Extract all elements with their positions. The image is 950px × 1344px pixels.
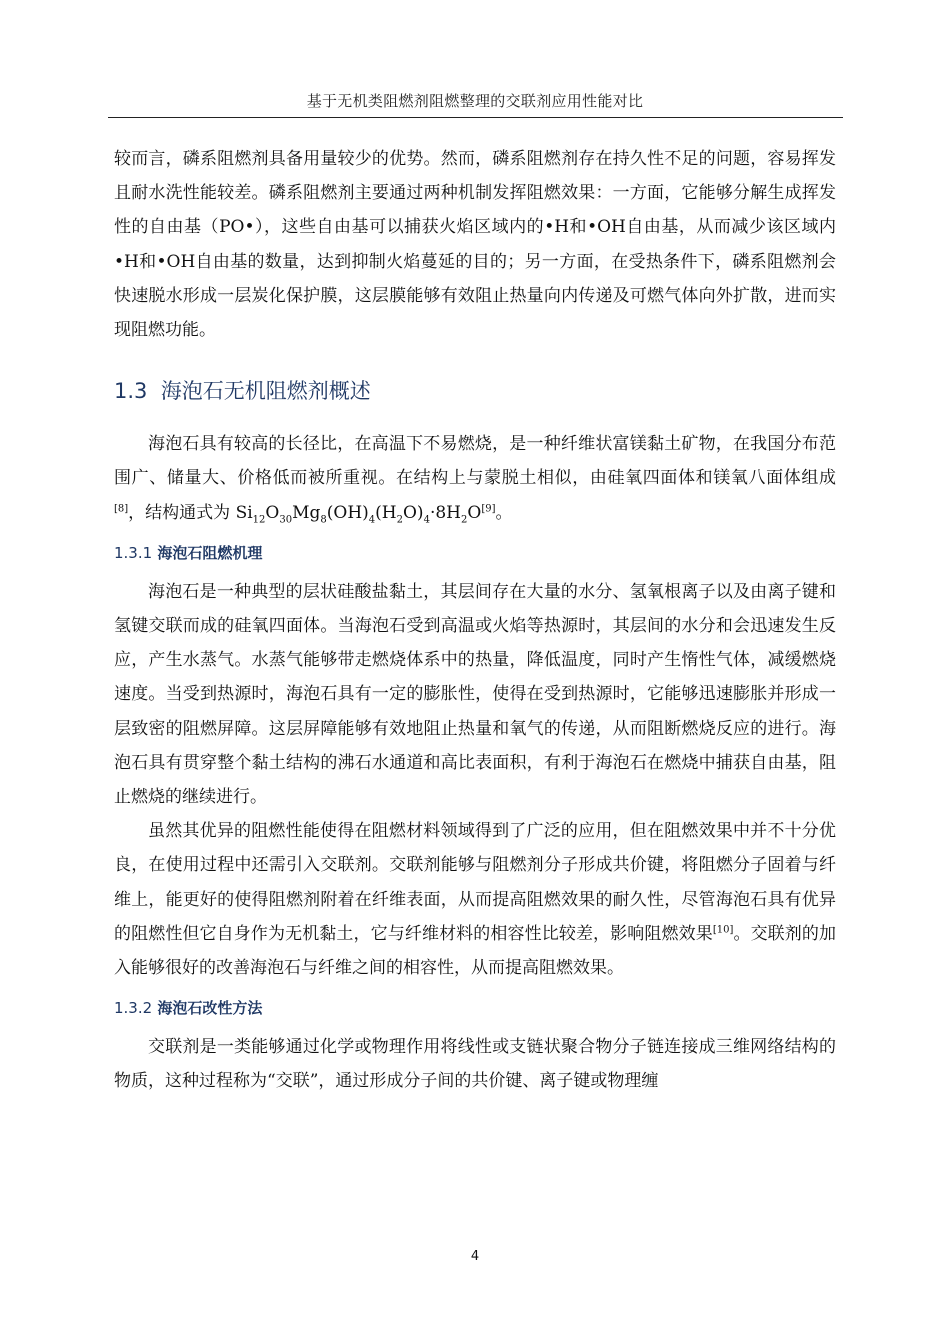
header-rule <box>108 117 843 118</box>
section-title: 海泡石阻燃机理 <box>157 543 263 562</box>
paragraph-crosslinker: 虽然其优异的阻燃性能使得在阻燃材料领域得到了广泛的应用，但在阻燃效果中并不十分优良，在使用过程中还需引入交联剂。交联剂能够与阻燃剂分子形成共价键，将阻燃分子固着与纤维上，能更好的使得阻燃剂附着在纤维表面，从而提高阻燃效果的耐久性，尽管海泡石具有优异的阻燃性但它自身作为无机黏土，它与纤维材料的相容性比较差，影响阻燃效果[10]。交联剂的加入能够很好的改善海泡石与纤维之间的相容性，从而提高阻燃效果。 <box>114 821 837 979</box>
section-heading-1-3-1 <box>114 542 836 563</box>
section-number: 1.3.2 <box>114 999 153 1018</box>
paragraph-modification: 交联剂是一类能够通过化学或物理作用将线性或支链状聚合物分子链连接成三维网络结构的物质，这种过程称为“交联”，通过形成分子间的共价键、离子键或物理缠 <box>114 1037 836 1092</box>
section-number: 1.3 <box>114 379 148 404</box>
citation: [9] <box>481 502 496 514</box>
paragraph-phosphorus: 较而言，磷系阻燃剂具备用量较少的优势。然而，磷系阻燃剂存在持久性不足的问题，容易挥发且耐水洗性能较差。磷系阻燃剂主要通过两种机制发挥阻燃效果：一方面，它能够分解生成挥发性的自由基（PO•），这些自由基可以捕获火焰区域内的•H和•OH自由基，从而减少该区域内•H和•OH自由基的数量，达到抑制火焰蔓延的目的；另一方面，在受热条件下，磷系阻燃剂会快速脱水形成一层炭化保护膜，这层膜能够有效阻止热量向内传递及可燃气体向外扩散，进而实现阻燃功能。 <box>114 149 836 341</box>
section-heading-1-3-2 <box>114 997 836 1018</box>
paragraph-mechanism: 海泡石是一种典型的层状硅酸盐黏土，其层间存在大量的水分、氢氧根离子以及由离子键和氢键交联而成的硅氧四面体。当海泡石受到高温或火焰等热源时，其层间的水分和会迅速发生反应，产生水蒸气。水蒸气能够带走燃烧体系中的热量，降低温度，同时产生惰性气体，减缓燃烧速度。当受到热源时，海泡石具有一定的膨胀性，使得在受到热源时，它能够迅速膨胀并形成一层致密的阻燃屏障。这层屏障能够有效地阻止热量和氧气的传递，从而阻断燃烧反应的进行。海泡石具有贯穿整个黏土结构的沸石水通道和高比表面积，有利于海泡石在燃烧中捕获自由基，阻止燃烧的继续进行。 <box>114 581 836 808</box>
running-header: 基于无机类阻燃剂阻燃整理的交联剂应用性能对比 <box>306 92 644 110</box>
citation: [10] <box>712 924 734 936</box>
section-number: 1.3.1 <box>114 543 153 562</box>
section-title: 海泡石改性方法 <box>157 999 263 1018</box>
section-title: 海泡石无机阻燃剂概述 <box>160 379 371 404</box>
paragraph-sepiolite-intro: 海泡石具有较高的长径比，在高温下不易燃烧，是一种纤维状富镁黏土矿物，在我国分布范围广、储量大、价格低而被所重视。在结构上与蒙脱土相似，由硅氧四面体和镁氧八面体组成[8]，结构通式为 $Si_{12}O_{30}Mg_8(OH)_4(H_2O)_4\cdot 8H_2O[9]$。 <box>114 434 836 526</box>
citation: [8] <box>114 502 129 514</box>
page-number: 4 <box>470 1249 480 1264</box>
section-heading-1-3 <box>114 375 836 405</box>
page-body <box>114 142 836 1099</box>
